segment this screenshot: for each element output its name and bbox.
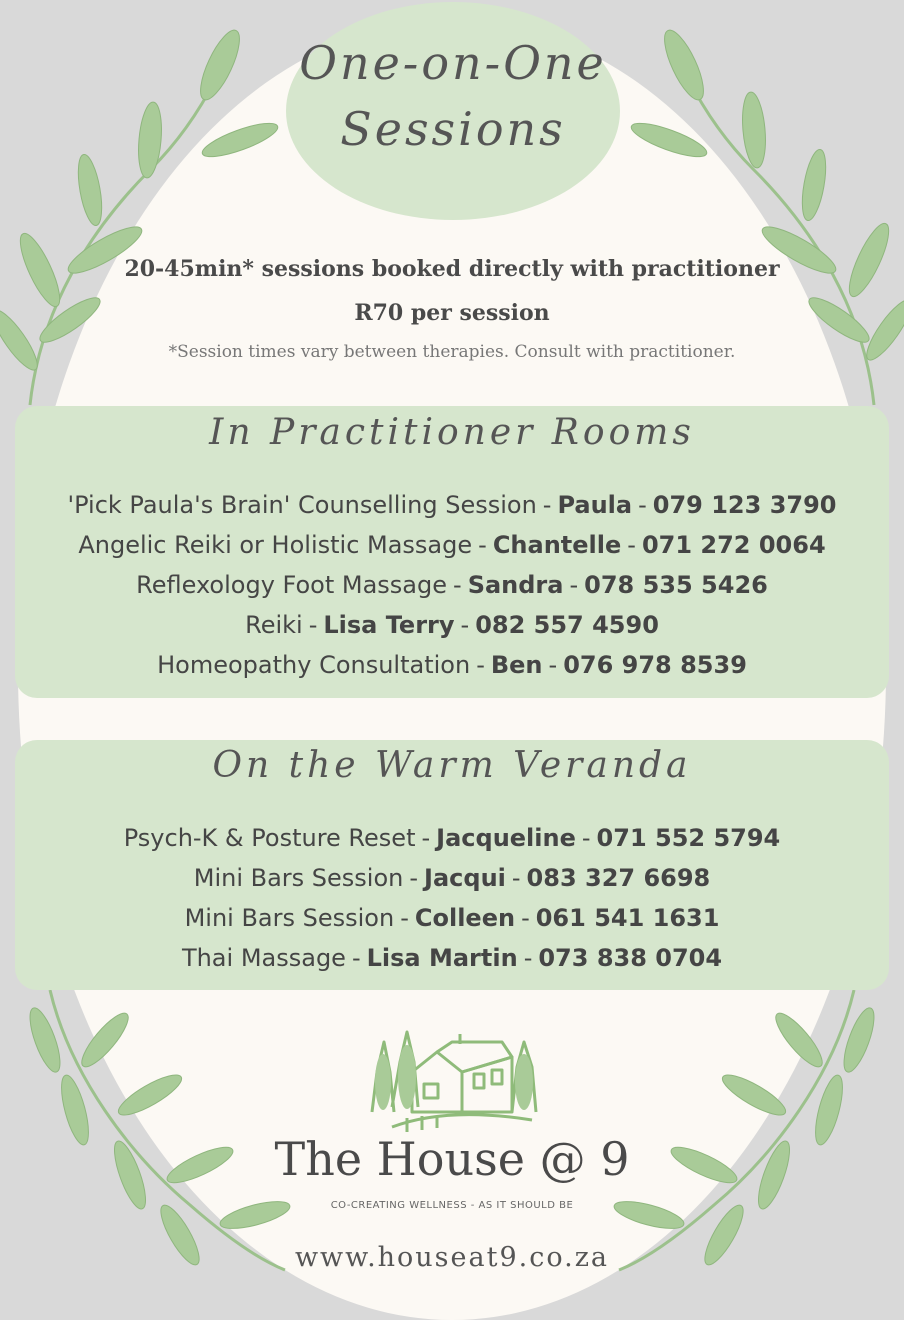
practitioner-name: Lisa Martin bbox=[366, 944, 518, 972]
practitioner-name: Lisa Terry bbox=[323, 611, 455, 639]
separator: - bbox=[511, 864, 521, 892]
practitioner-entry bbox=[15, 645, 889, 685]
practitioner-name: Paula bbox=[557, 491, 633, 519]
page-title bbox=[286, 30, 620, 162]
practitioner-entry bbox=[15, 898, 889, 938]
veranda-panel bbox=[15, 740, 889, 990]
veranda-list bbox=[15, 818, 889, 978]
leaf-branch-bottom-left-icon bbox=[20, 985, 300, 1275]
practitioner-entry bbox=[15, 565, 889, 605]
service-name: Reflexology Foot Massage bbox=[136, 571, 448, 599]
separator: - bbox=[548, 651, 558, 679]
practitioner-entry bbox=[15, 858, 889, 898]
separator: - bbox=[523, 944, 533, 972]
phone-number[interactable]: 083 327 6698 bbox=[526, 864, 711, 892]
service-name: Mini Bars Session bbox=[193, 864, 404, 892]
service-name: Thai Massage bbox=[181, 944, 346, 972]
separator: - bbox=[400, 904, 409, 932]
practitioner-entry bbox=[15, 525, 889, 565]
separator: - bbox=[627, 531, 636, 559]
session-length-text: 20-45min* sessions booked directly with practitioner bbox=[124, 256, 780, 282]
separator: - bbox=[421, 824, 431, 852]
session-note-text: *Session times vary between therapies. Consult with practitioner. bbox=[168, 342, 736, 362]
separator: - bbox=[478, 531, 487, 559]
separator: - bbox=[542, 491, 552, 519]
phone-number[interactable]: 079 123 3790 bbox=[652, 491, 837, 519]
phone-number[interactable]: 082 557 4590 bbox=[475, 611, 659, 639]
practitioner-rooms-title: In Practitioner Rooms bbox=[209, 412, 695, 453]
practitioner-rooms-panel bbox=[15, 406, 889, 698]
practitioner-entry bbox=[15, 818, 889, 858]
separator: - bbox=[409, 864, 419, 892]
separator: - bbox=[351, 944, 361, 972]
practitioner-name: Colleen bbox=[414, 904, 516, 932]
service-name: Mini Bars Session bbox=[184, 904, 395, 932]
phone-number[interactable]: 078 535 5426 bbox=[584, 571, 768, 599]
website-link[interactable]: www.houseat9.co.za bbox=[294, 1242, 610, 1273]
practitioner-name: Ben bbox=[490, 651, 543, 679]
practitioner-rooms-list bbox=[15, 485, 889, 685]
separator: - bbox=[521, 904, 530, 932]
practitioner-entry bbox=[15, 938, 889, 978]
service-name: Psych-K & Posture Reset bbox=[123, 824, 416, 852]
practitioner-name: Chantelle bbox=[492, 531, 622, 559]
separator: - bbox=[638, 491, 647, 519]
veranda-title: On the Warm Veranda bbox=[212, 745, 692, 786]
separator: - bbox=[569, 571, 579, 599]
title-line-1: One-on-One bbox=[299, 36, 607, 90]
phone-number[interactable]: 071 552 5794 bbox=[596, 824, 781, 852]
service-name: 'Pick Paula's Brain' Counselling Session bbox=[67, 491, 537, 519]
practitioner-entry bbox=[15, 605, 889, 645]
service-name: Angelic Reiki or Holistic Massage bbox=[78, 531, 473, 559]
service-name: Homeopathy Consultation bbox=[157, 651, 471, 679]
practitioner-name: Jacqueline bbox=[436, 824, 576, 852]
phone-number[interactable]: 073 838 0704 bbox=[538, 944, 723, 972]
phone-number[interactable]: 061 541 1631 bbox=[535, 904, 720, 932]
separator: - bbox=[581, 824, 591, 852]
session-price-text: R70 per session bbox=[354, 300, 550, 326]
brand-tagline: CO-CREATING WELLNESS - AS IT SHOULD BE bbox=[330, 1200, 574, 1211]
separator: - bbox=[453, 571, 462, 599]
house-logo-icon bbox=[352, 1012, 552, 1142]
phone-number[interactable]: 076 978 8539 bbox=[563, 651, 747, 679]
service-name: Reiki bbox=[245, 611, 303, 639]
phone-number[interactable]: 071 272 0064 bbox=[641, 531, 826, 559]
separator: - bbox=[308, 611, 318, 639]
practitioner-entry bbox=[15, 485, 889, 525]
title-line-2: Sessions bbox=[340, 102, 566, 156]
separator: - bbox=[460, 611, 470, 639]
practitioner-name: Jacqui bbox=[424, 864, 506, 892]
brand-name: The House @ 9 bbox=[274, 1132, 630, 1186]
practitioner-name: Sandra bbox=[467, 571, 564, 599]
separator: - bbox=[476, 651, 485, 679]
leaf-branch-bottom-right-icon bbox=[604, 985, 884, 1275]
